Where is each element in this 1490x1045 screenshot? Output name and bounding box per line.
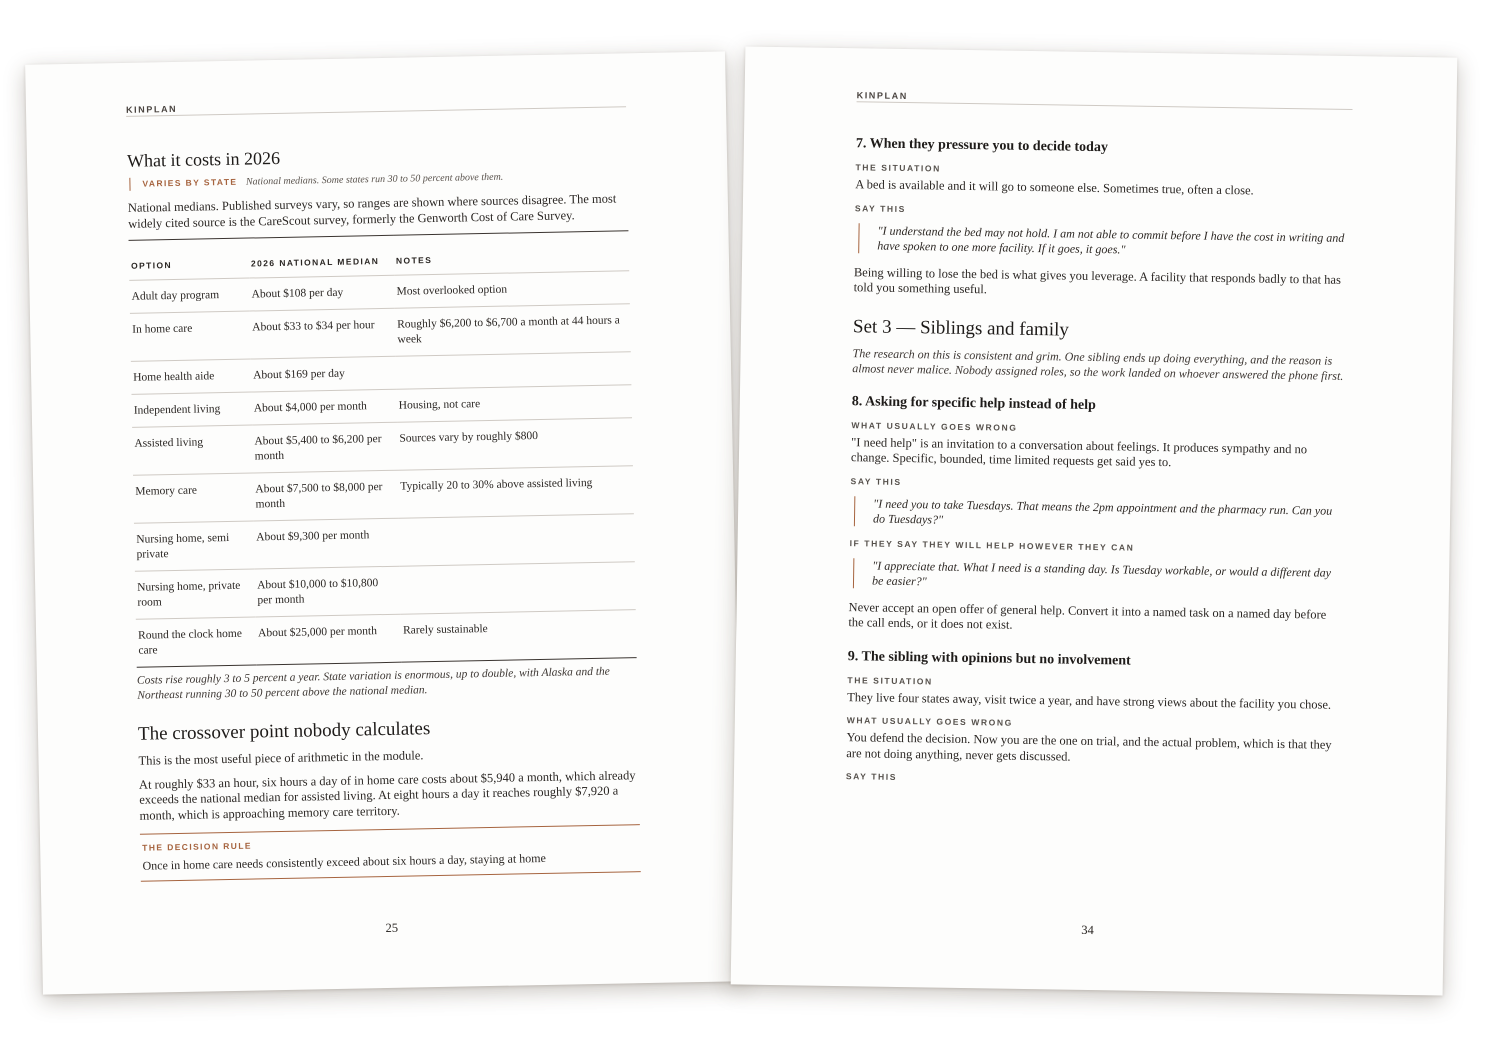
state-note — [129, 168, 627, 191]
option-cell: In home care — [130, 311, 251, 361]
scenario-8-if-quote: "I appreciate that. What I need is a standing day. Is Tuesday workable, or would a different day be easier?" — [853, 558, 1345, 596]
option-cell: Nursing home, semi private — [134, 521, 255, 571]
right-page-content — [846, 90, 1353, 794]
crossover-title: The crossover point nobody calculates — [137, 718, 431, 745]
set-3-intro: The research on this is consistent and grim. One sibling ends up doing everything, and the reason is almost never malice. Nobody assigned roles, so the work landed on whoever answered the phone first. — [852, 345, 1344, 383]
scenario-7-title: 7. When they pressure you to decide today — [855, 136, 1108, 156]
decision-rule-text: Once in home care needs consistently exceed about six hours a day, staying at home — [142, 850, 547, 873]
intro-paragraph: National medians. Published surveys vary, so ranges are shown where sources disagree. The most widely cited source is the CareScout survey, formerly the Genworth Cost of Care Survey. — [127, 191, 617, 231]
section-title: What it costs in 2026 — [126, 147, 281, 171]
median-cell: About $108 per day — [249, 275, 395, 311]
state-note-text: National medians. Some states run 30 to 50 percent above them. — [245, 171, 504, 188]
median-cell: About $169 per day — [251, 356, 397, 392]
scenario-8-after: Never accept an open offer of general help. Convert it into a named task on a named day before the call ends, or it does not exist. — [848, 599, 1327, 632]
scenario-8-title: 8. Asking for specific help instead of help — [851, 393, 1096, 413]
situation-text: They live four states away, visit twice a year, and have strong views about the facility you chose. — [847, 689, 1332, 712]
median-cell: About $10,000 to $10,800 per month — [255, 566, 401, 617]
state-note-label: VARIES BY STATE — [142, 176, 238, 189]
option-cell: Adult day program — [129, 278, 250, 313]
table-row — [136, 610, 637, 668]
if-they-say-label: IF THEY SAY THEY WILL HELP HOWEVER THEY CAN — [849, 537, 1135, 553]
median-cell: About $5,400 to $6,200 per month — [252, 422, 398, 473]
situation-label: THE SITUATION — [855, 162, 941, 174]
what-goes-wrong-label: WHAT USUALLY GOES WRONG — [851, 419, 1018, 433]
median-cell: About $7,500 to $8,000 per month — [253, 470, 399, 521]
cost-table — [129, 230, 637, 668]
crossover-paragraph-1: This is the most useful piece of arithmetic in the module. — [138, 748, 424, 768]
scenario-8-quote: "I need you to take Tuesdays. That means the 2pm appointment and the pharmacy run. Can you do Tuesdays?" — [854, 496, 1346, 534]
table-caption: Costs rise roughly 3 to 5 percent a year. State variation is enormous, up to double, with Alaska and the Northeast running 30 to 50 percent above the national median. — [136, 665, 610, 702]
left-page-content — [126, 95, 641, 881]
running-head: KINPLAN — [857, 90, 1353, 110]
right-page — [731, 46, 1458, 995]
crossover-paragraph-2: At roughly $33 an hour, six hours a day of in home care costs about $5,940 a month, which already exceeds the national median for assisted living. At eight hours a day it reaches roughly $7,920 a month, which is approaching memory care territory. — [138, 767, 636, 823]
notes-cell: Sources vary by roughly $800 — [397, 418, 633, 471]
median-cell: About $33 to $34 per hour — [250, 308, 396, 359]
decision-rule-box — [140, 824, 641, 881]
option-cell: Memory care — [133, 473, 254, 523]
option-cell: Home health aide — [131, 359, 252, 394]
notes-cell: Roughly $6,200 to $6,700 a month at 44 hours a week — [395, 304, 631, 357]
what-goes-wrong-label: WHAT USUALLY GOES WRONG — [846, 715, 1013, 728]
notes-cell: Most overlooked option — [394, 271, 630, 309]
what-goes-wrong-text: "I need help" is an invitation to a conversation about feelings. It produces sympathy and no change. Specific, bounded, time limited requests get said yes to. — [850, 434, 1308, 470]
set-3-title: Set 3 — Siblings and family — [852, 315, 1070, 341]
notes-cell — [399, 514, 635, 567]
column-header-option: OPTION — [129, 238, 250, 280]
median-cell: About $4,000 per month — [251, 389, 397, 425]
column-header-notes: NOTES — [393, 231, 629, 276]
notes-cell: Rarely sustainable — [402, 623, 488, 637]
option-cell: Round the clock home care — [138, 627, 243, 657]
what-goes-wrong-text: You defend the decision. Now you are the one on trial, and the actual problem, which is that they are not doing anything, never gets discussed. — [846, 730, 1332, 764]
decision-rule-label: THE DECISION RULE — [142, 840, 253, 853]
median-cell: About $9,300 per month — [254, 518, 400, 569]
page-number: 25 — [385, 920, 399, 936]
option-cell: Assisted living — [132, 425, 253, 475]
say-this-label: SAY THIS — [854, 202, 907, 214]
scenario-9-title: 9. The sibling with opinions but no involvement — [847, 648, 1131, 669]
say-this-label: SAY THIS — [845, 771, 898, 782]
notes-cell: Typically 20 to 30% above assisted living — [398, 466, 634, 519]
column-header-median: 2026 NATIONAL MEDIAN — [249, 235, 395, 278]
median-cell: About $25,000 per month — [257, 625, 378, 640]
notes-cell — [396, 352, 632, 390]
scenario-7-quote: "I understand the bed may not hold. I am not able to commit before I have the cost in writing and have spoken to one more facility. If it goes, it goes." — [858, 223, 1350, 261]
situation-text: A bed is available and it will go to someone else. Sometimes true, often a close. — [855, 177, 1254, 198]
notes-cell: Housing, not care — [396, 385, 632, 423]
situation-label: THE SITUATION — [847, 674, 933, 686]
option-cell: Nursing home, private room — [135, 569, 256, 619]
notes-cell — [400, 562, 636, 615]
say-this-label: SAY THIS — [850, 475, 902, 487]
left-page — [25, 51, 743, 994]
scenario-7-after: Being willing to lose the bed is what gives you leverage. A facility that responds badly to that has told you something useful. — [853, 264, 1341, 297]
option-cell: Independent living — [131, 392, 252, 427]
page-number: 34 — [1081, 922, 1094, 938]
running-head: KINPLAN — [126, 95, 626, 117]
